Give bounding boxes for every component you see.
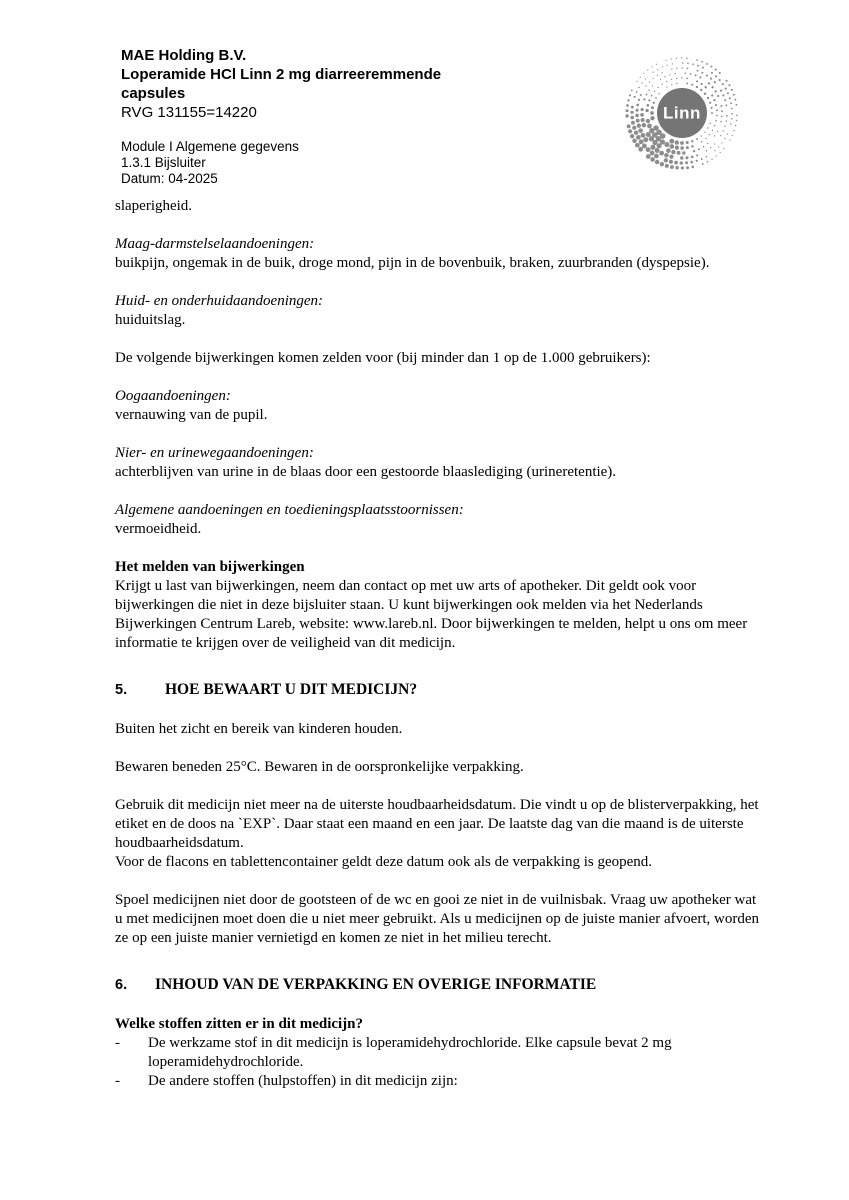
section6-heading (115, 975, 760, 995)
side-effect-group-nier (115, 444, 760, 482)
ingredient-item (115, 1072, 760, 1091)
leaflet-body (115, 197, 760, 1110)
section5-number: 5. (115, 682, 128, 698)
module-line: Module I Algemene gegevens (121, 139, 299, 154)
side-effect-group-maagdarm (115, 235, 760, 273)
company-name: MAE Holding B.V. (121, 47, 247, 64)
ingredient-text: De andere stoffen (hulpstoffen) in dit medicijn zijn: (148, 1073, 458, 1089)
soc-label: Maag-darmstelselaandoeningen: (115, 236, 315, 252)
paragraph-bewaren: Bewaren beneden 25°C. Bewaren in de oorspronkelijke verpakking. (115, 759, 524, 775)
ingredients-group (115, 1015, 760, 1091)
ingredient-item (115, 1034, 760, 1072)
product-name-line2: capsules (121, 85, 186, 102)
soc-text: vernauwing van de pupil. (115, 407, 268, 423)
date-line: Datum: 04-2025 (121, 171, 218, 186)
soc-text: achterblijven van urine in de blaas door een gestoorde blaaslediging (urineretentie). (115, 464, 617, 480)
soc-label: Huid- en onderhuidaandoeningen: (115, 293, 324, 309)
section5-heading (115, 680, 760, 700)
paragraph-afvoer: Spoel medicijnen niet door de gootsteen of de wc en gooi ze niet in de vuilnisbak. Vraag uw apotheker wat u met medicijnen moet doen die u niet meer gebruikt. Als u medicijnen op de juiste manier afvoert, worden ze op een juiste manier vernietigd en komen ze niet in het milieu terecht. (115, 892, 759, 946)
houdbaarheid-group (115, 796, 760, 872)
paragraph-zelden: De volgende bijwerkingen komen zelden voor (bij minder dan 1 op de 1.000 gebruikers): (115, 350, 651, 366)
side-effect-group-huid (115, 292, 760, 330)
product-name-line1: Loperamide HCl Linn 2 mg diarreeremmende (121, 66, 442, 83)
bijsluiter-line: 1.3.1 Bijsluiter (121, 155, 206, 170)
linn-logo-icon (617, 51, 747, 176)
reporting-text: Krijgt u last van bijwerkingen, neem dan contact op met uw arts of apotheker. Dit geldt ook voor bijwerkingen die niet in deze bijsluiter staan. U kunt bijwerkingen ook melden via het Nederlands Bijwerkingen Centrum Lareb, website: www.lareb.nl. Door bijwerkingen te melden, helpt u ons om meer informatie te krijgen over de veiligheid van dit medicijn. (115, 578, 748, 651)
reporting-subsection (115, 558, 760, 653)
soc-label: Nier- en urinewegaandoeningen: (115, 445, 314, 461)
reporting-title: Het melden van bijwerkingen (115, 559, 305, 575)
soc-label: Algemene aandoeningen en toedieningsplaatsstoornissen: (115, 502, 464, 518)
header-meta (121, 139, 441, 187)
soc-text: vermoeidheid. (115, 521, 202, 537)
paragraph-kinderen: Buiten het zicht en bereik van kinderen houden. (115, 721, 403, 737)
soc-label: Oogaandoeningen: (115, 388, 231, 404)
logo-label: Linn (663, 103, 701, 123)
bullet-dash: - (115, 1073, 120, 1089)
soc-text: huiduitslag. (115, 312, 186, 328)
soc-text: buikpijn, ongemak in de buik, droge mond, pijn in de bovenbuik, braken, zuurbranden (dyspepsie). (115, 255, 710, 271)
ingredient-text: De werkzame stof in dit medicijn is loperamidehydrochloride. Elke capsule bevat 2 mg loperamidehydrochloride. (148, 1035, 672, 1070)
bullet-dash: - (115, 1035, 120, 1051)
ingredients-title: Welke stoffen zitten er in dit medicijn? (115, 1016, 364, 1032)
rvg-number: RVG 131155=14220 (121, 104, 257, 121)
side-effect-group-oog (115, 387, 760, 425)
paragraph-houdbaarheid: Gebruik dit medicijn niet meer na de uiterste houdbaarheidsdatum. Die vindt u op de blisterverpakking, het etiket en de doos na `EXP`. Daar staat een maand en een jaar. De laatste dag van die maand is de uiterste houdbaarheidsdatum. (115, 797, 759, 851)
paragraph-flacons: Voor de flacons en tablettencontainer geldt deze datum ook als de verpakking is geopend. (115, 854, 653, 870)
linn-logo (617, 51, 747, 176)
side-effect-group-algemeen (115, 501, 760, 539)
document-header (121, 46, 441, 187)
section5-title: HOE BEWAART U DIT MEDICIJN? (165, 681, 418, 698)
section6-title: INHOUD VAN DE VERPAKKING EN OVERIGE INFORMATIE (155, 976, 597, 993)
paragraph-slaperigheid: slaperigheid. (115, 198, 193, 214)
section6-number: 6. (115, 977, 128, 993)
